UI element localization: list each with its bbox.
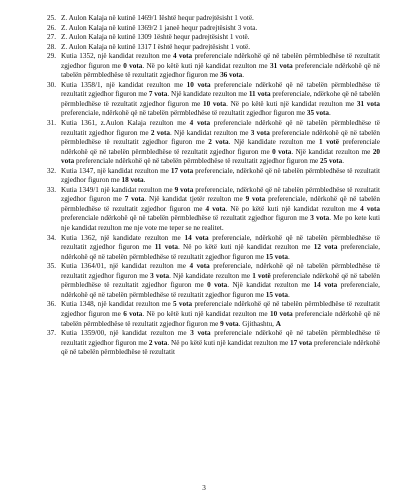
item-text: Kutia 1364/01, një kandidat rezulton me 4 vota preferenciale, ndërkohë që në tabelën përmbledhëse të rezultatit zgjedhor figuron me 3 vota. Një kandidate rezulton me 1 votë preferenciale ndërkohë që në tabelën përmbledhëse të rezultatit zgjedhor figuron me 0 vota. Një kandidat rezulton me 14 vota preferenciale, ndërkohë që në tabelën përmbledhëse të rezultatit zgjedhor figuron me 15 vota. [61,262,380,299]
item-text: Kutia 1359/00, një kandidat rezulton me 3 vota preferenciale ndërkohë që në tabelën përmbledhëse të rezultatit zgjedhor figuron me 2 vota. Në po këtë kuti një kandidat rezulton me 17 vota preferenciale ndërkohë që në tabelën përmbledhëse të rezultatit [61,329,380,357]
item-number: 25. [47,14,56,22]
page-number: 3 [202,484,206,492]
item-number: 36. [47,300,56,309]
item-number: 31. [47,119,56,128]
item-text: Z. Aulon Kalaja në kutinë 1469/1 Iështë hequr padrejtësisht 1 votë. [61,14,254,22]
list-item [47,119,380,167]
document-body [47,14,380,358]
item-text: Kutia 1362, një kandidate rezulton me 14 vota preferenciale, ndërkohë që në tabelën përmbledhëse të rezultatit zgjedhor figuron me 11 vota. Në po këtë kuti një kandidat rezulton me 12 vota preferenciale, ndërkohë që në tabelën përmbledhëse të rezultatit zgjedhor figuron me 15 vota. [61,233,380,261]
item-text: Kutia 1358/1, një kandidat rezulton me 10 vota preferenciale ndërkohë që në tabelën përmbledhëse të rezultatit zgjedhor figuron me 7 vota. Një kandidate rezulton me 11 vota preferenciale, ndërkohe që në tabelën përmbledhëse të rezultatit zgjedhor figuron me 10 vota. Në po këtë kuti një kandidat rezulton me 31 vota preferenciale, ndërkohë që në tabelën përmbledhëse të rezultatit zgjedhor figuron me 35 vota. [61,80,380,118]
list-item [47,24,380,34]
item-text: Z. Aulon Kalaja në kutinë 1369/2 1 janeë hequr padrejtësisht 3 vota. [61,23,258,32]
item-number: 29. [47,52,56,61]
item-number: 35. [47,262,56,271]
item-text: Kutia 1349/1 një kandidat rezulton me 9 vota preferenciale, ndërkohë që në tabelën përmbledhëse të rezultatit zgjedhor figuron me 7 vota. Një kandidat tjetër rezulton me 9 vota preferenciale, ndërkohë që në tabelën përmbledhëse të rezultatit zgjedhor figuron me 4 vota. Në po këtë kuti një kandidat rezulton me 4 vota preferenciale ndërkohë që në tabelën përmbledhëse të rezultatit zgjedhor figuron me 3 vota. Me po kete kuti nje kandidat rezulton me nje vote me teper se ne realitet. [61,185,380,233]
list-item [47,329,380,358]
item-number: 28. [47,42,56,51]
list-item [47,300,380,329]
item-number: 33. [47,185,56,194]
list-item [47,81,380,119]
list-item [47,43,380,53]
item-text: Kutia 1348, një kandidat rezulton me 5 vota preferenciale ndërkohë që në tabelën përmbledhëse të rezultatit zgjedhor figuron me 6 vota. Në po këtë kuti një kandidat rezulton me 10 vota preferenciale ndërkohë që në tabelën përmbledhëse të rezultatit zgjedhor figuron me 9 vota. Gjithashtu, A [61,300,380,328]
list-item [47,33,380,43]
item-text: Z. Aulon Kalaja në kutinë 1317 I është hequr padrejtësisht 1 votë. [61,42,251,51]
item-text: Kutia 1347, një kandidat rezulton me 17 vota preferenciale, ndërkohë që në tabelën përmbledhëse të rezultatit zgjedhor figuron me 18 vota. [61,166,380,185]
list-item [47,14,380,24]
list-item [47,262,380,300]
list-item [47,234,380,263]
item-number: 30. [47,80,56,89]
item-number: 26. [47,23,56,32]
item-number: 37. [47,329,56,338]
item-text: Z. Aulon Kalaja në kutinë 1309 1është hequr padrejtësisht 1 votë. [61,33,250,42]
list-item [47,167,380,186]
list-item [47,52,380,81]
item-number: 34. [47,233,56,242]
item-text: Kutia 1352, një kandidat rezulton me 4 vota preferenciale ndërkohë që në tabelën përmbledhëse të rezultatit zgjedhor figuron me 0 vota. Në po këtë kuti një kandidat rezulton me 31 vota preferenciale ndërkohë që në tabelën përmbledhëse të rezultatit zgjedhor figuron me 36 vota. [61,52,380,80]
item-number: 27. [47,33,56,42]
item-number: 32. [47,166,56,175]
list-item [47,186,380,234]
item-text: Kutia 1361, z.Aulon Kalaja rezulton me 4 vota preferenciale ndërkohë që në tabelën përmbledhëse të rezultatit zgjedhor figuron me 2 vota. Një kandidat rezulton me 3 vota preferenciale ndërkohë që në tabelën përmbledhëse të rezultatit zgjedhor figuron me 2 vota. Një kandidate rezulton me 1 votë preferenciale ndërkohë që në tabelën përmbledhëse të rezultatit zgjedhor figuron me 0 vota. Një kandidat rezulton me 20 vota preferenciale ndërkohë që në tabelën përmbledhëse të rezultatit zgjedhor figuron me 25 vota. [61,119,380,166]
